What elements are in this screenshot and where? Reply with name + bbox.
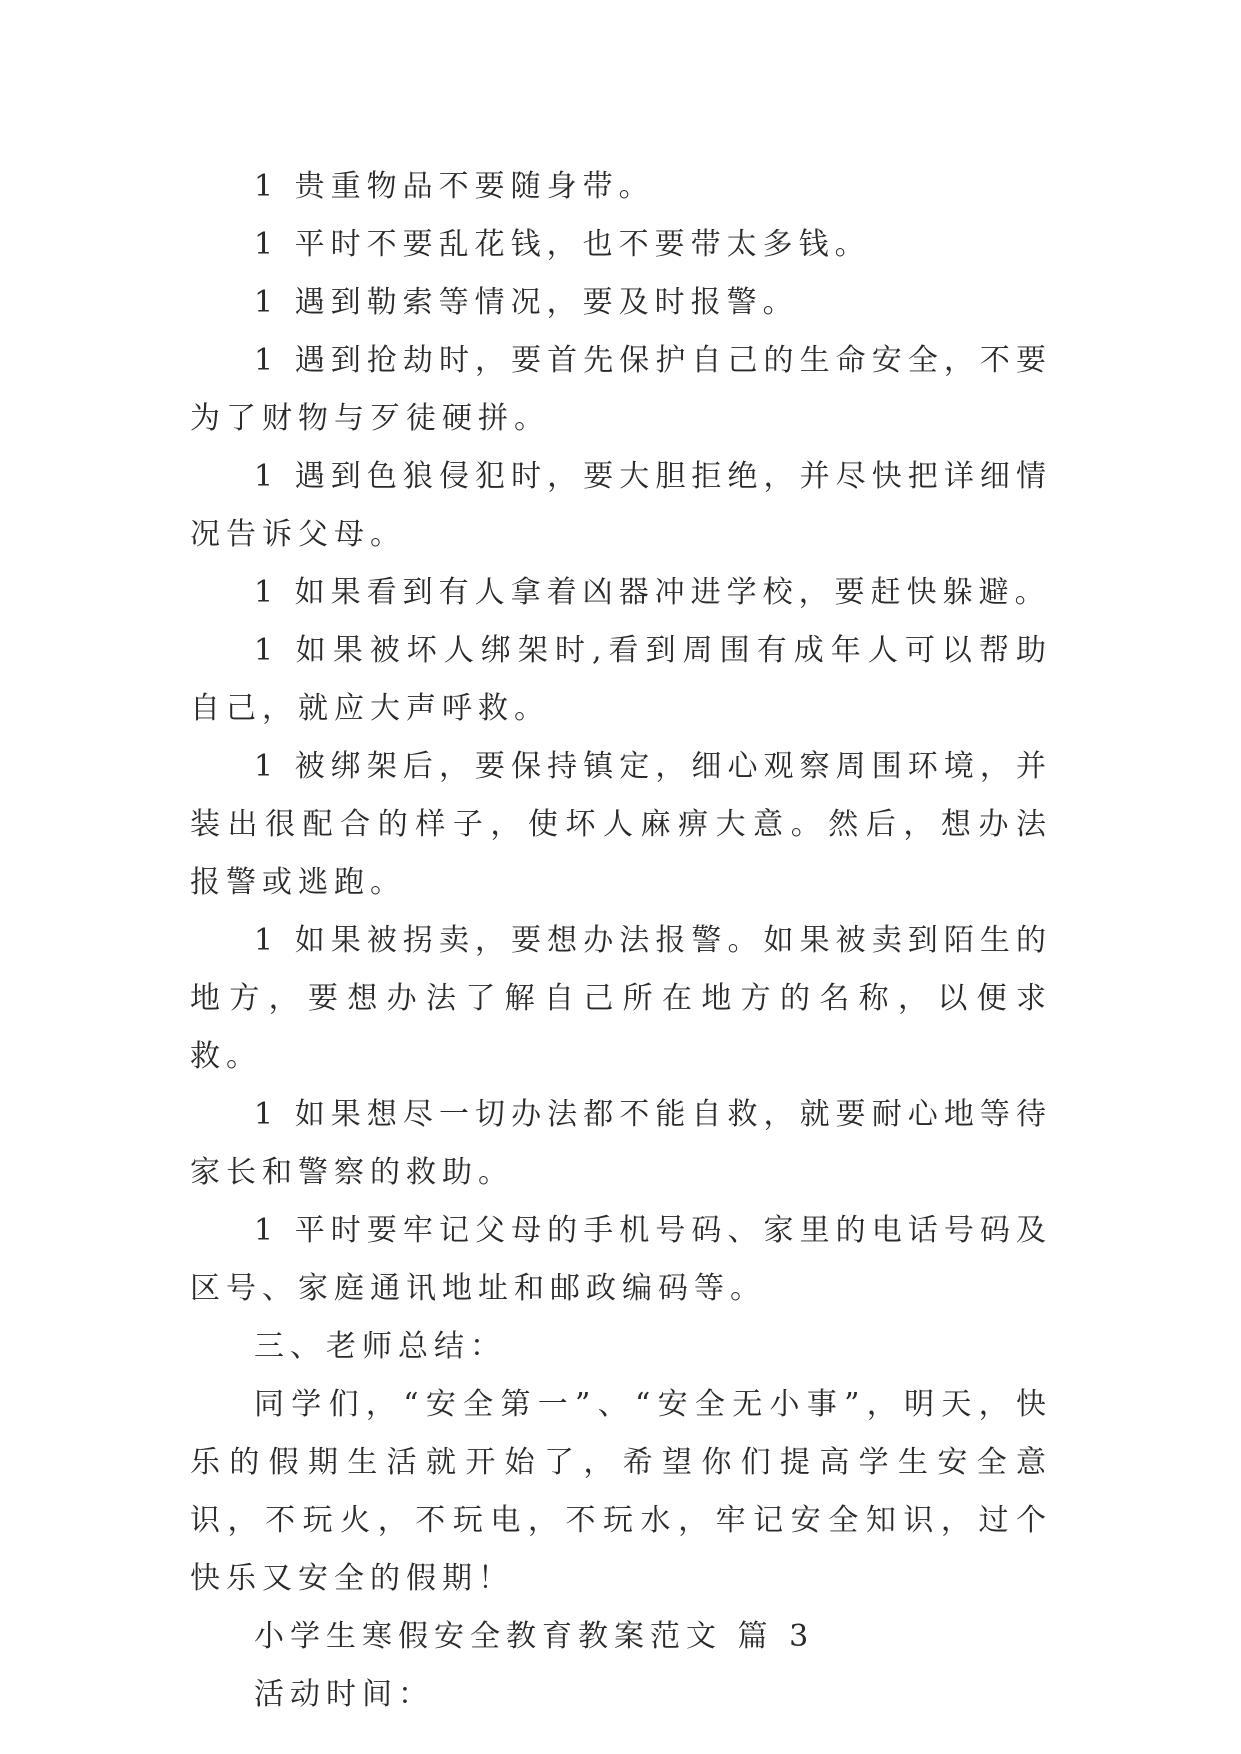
paragraph-kidnap-shout: 1 如果被坏人绑架时,看到周围有成年人可以帮助自己，就应大声呼救。	[190, 633, 1052, 726]
paragraph-activity-time: 活动时间：	[254, 1677, 434, 1712]
paragraph-wait-rescue: 1 如果想尽一切办法都不能自救，就要耐心地等待家长和警察的救助。	[190, 1097, 1052, 1190]
paragraph-summary: 同学们，“安全第一”、“安全无小事”，明天，快乐的假期生活就开始了，希望你们提高学生安全意识，不玩火，不玩电，不玩水，牢记安全知识，过个快乐又安全的假期！	[190, 1387, 1052, 1596]
paragraph-extortion: 1 遇到勒索等情况，要及时报警。	[254, 285, 799, 320]
paragraph-remember-contacts: 1 平时要牢记父母的手机号码、家里的电话号码及区号、家庭通讯地址和邮政编码等。	[190, 1213, 1052, 1306]
paragraph-kidnap-calm: 1 被绑架后，要保持镇定，细心观察周围环境，并装出很配合的样子，使坏人麻痹大意。然后，想办法报警或逃跑。	[190, 749, 1052, 900]
paragraph-valuables: 1 贵重物品不要随身带。	[254, 169, 655, 204]
paragraph-trafficking: 1 如果被拐卖，要想办法报警。如果被卖到陌生的地方，要想办法了解自己所在地方的名称，以便求救。	[190, 923, 1052, 1074]
paragraph-weapon: 1 如果看到有人拿着凶器冲进学校，要赶快躲避。	[254, 575, 1051, 610]
section-heading-summary: 三、老师总结：	[254, 1329, 506, 1364]
paragraph-assault: 1 遇到色狼侵犯时，要大胆拒绝，并尽快把详细情况告诉父母。	[190, 459, 1052, 552]
paragraph-money: 1 平时不要乱花钱，也不要带太多钱。	[254, 227, 871, 262]
document-body	[190, 158, 1052, 1724]
paragraph-robbery: 1 遇到抢劫时，要首先保护自己的生命安全，不要为了财物与歹徒硬拼。	[190, 343, 1052, 436]
article-title: 小学生寒假安全教育教案范文 篇 3	[254, 1619, 815, 1654]
